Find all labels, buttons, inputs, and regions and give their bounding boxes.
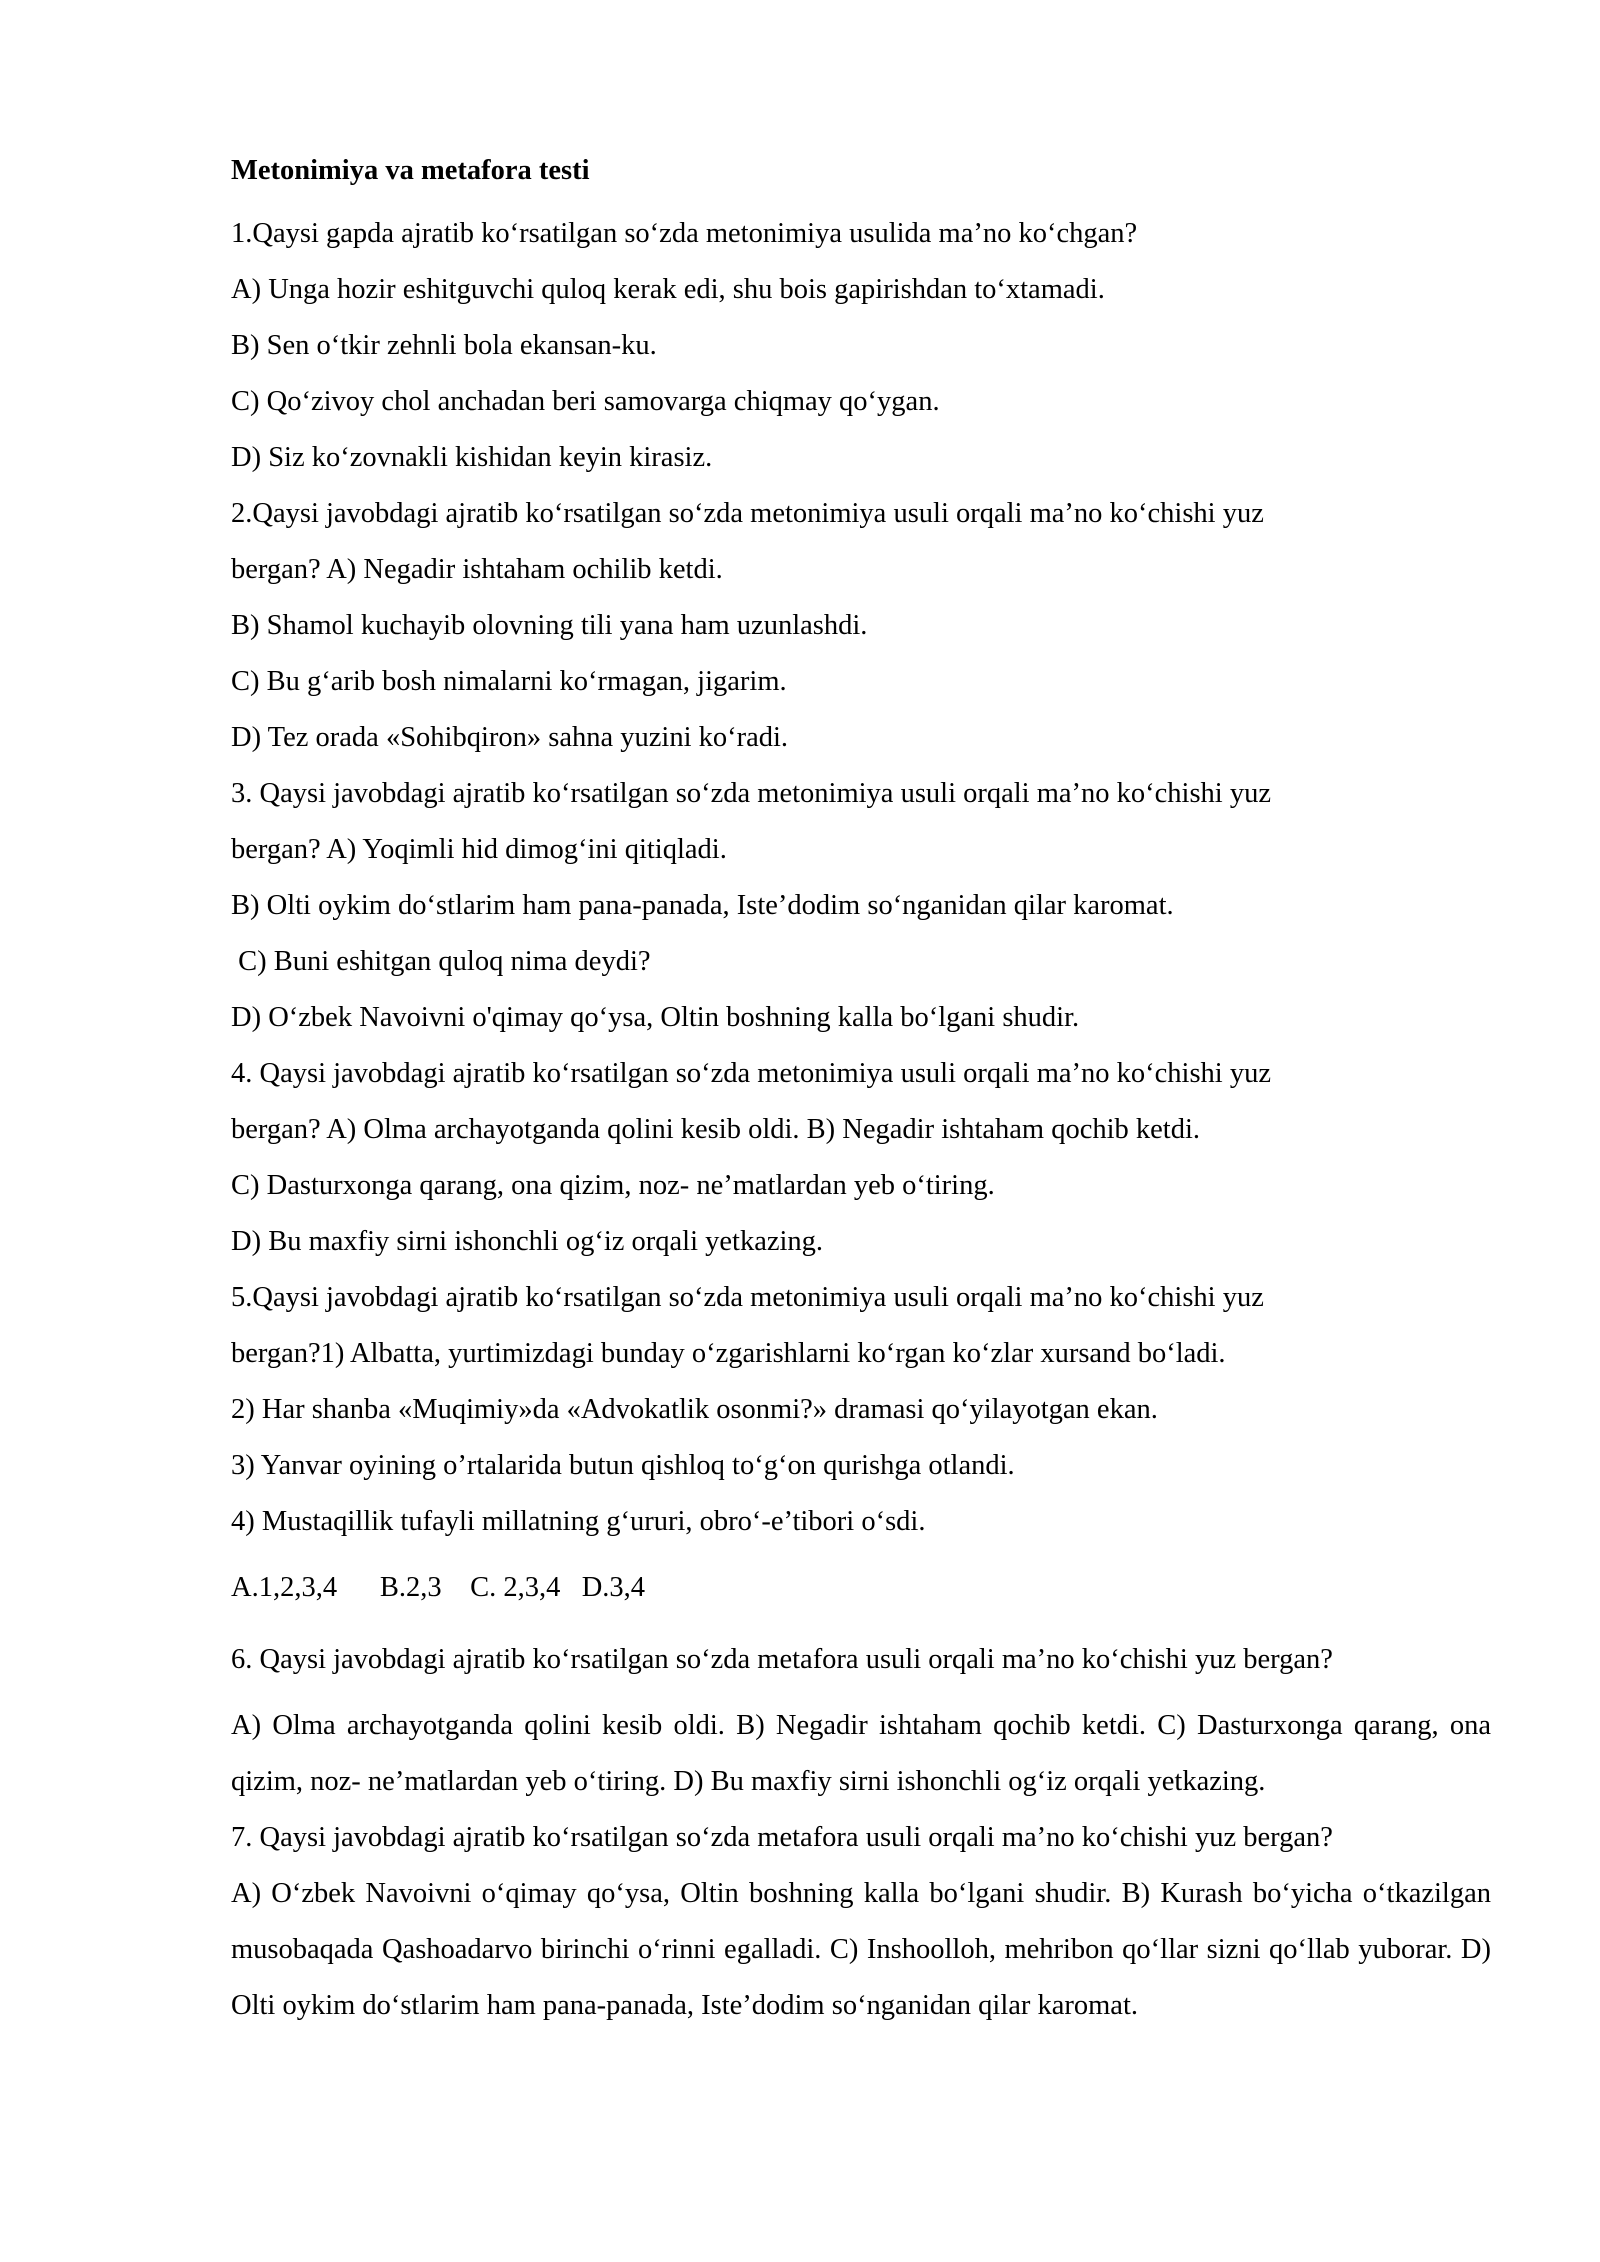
q7-options: A) O‘zbek Navoivni o‘qimay qo‘ysa, Oltin boshning kalla bo‘lgani shudir. B) Kurash bo‘yicha o‘tkazilgan musobaqada Qashoadarvo birinchi o‘rinni egalladi. C) Inshoolloh, mehribon qo‘llar sizni qo‘llab yuborar. D) Olti oykim do‘stlarim ham pana-panada, Iste’dodim so‘nganidan qilar karomat. [231, 1878, 1491, 2021]
q5-question: 5.Qaysi javobdagi ajratib ko‘rsatilgan so‘zda metonimiya usuli orqali ma’no ko‘chishi yuz [231, 1282, 1264, 1313]
q5-item-4: 4) Mustaqillik tufayli millatning g‘ururi, obro‘-e’tibori o‘sdi. [231, 1506, 926, 1537]
q2-option-c: C) Bu g‘arib bosh nimalarni ko‘rmagan, jigarim. [231, 666, 787, 697]
q1-question: 1.Qaysi gapda ajratib ko‘rsatilgan so‘zda metonimiya usulida ma’no ko‘chgan? [231, 218, 1138, 249]
q3-option-c: C) Buni eshitgan quloq nima deydi? [231, 946, 651, 977]
q2-question-cont: bergan? A) Negadir ishtaham ochilib ketdi. [231, 554, 723, 585]
q2-question: 2.Qaysi javobdagi ajratib ko‘rsatilgan so‘zda metonimiya usuli orqali ma’no ko‘chishi yuz [231, 498, 1264, 529]
q4-question-cont: bergan? A) Olma archayotganda qolini kesib oldi. B) Negadir ishtaham qochib ketdi. [231, 1114, 1201, 1145]
document-title: Metonimiya va metafora testi [231, 155, 590, 186]
q3-question: 3. Qaysi javobdagi ajratib ko‘rsatilgan so‘zda metonimiya usuli orqali ma’no ko‘chishi yuz [231, 778, 1271, 809]
q2-option-b: B) Shamol kuchayib olovning tili yana ham uzunlashdi. [231, 610, 868, 641]
q1-option-a: A) Unga hozir eshitguvchi quloq kerak edi, shu bois gapirishdan to‘xtamadi. [231, 274, 1105, 305]
q6-question: 6. Qaysi javobdagi ajratib ko‘rsatilgan so‘zda metafora usuli orqali ma’no ko‘chishi yuz bergan? [231, 1644, 1333, 1675]
q3-question-cont: bergan? A) Yoqimli hid dimog‘ini qitiqladi. [231, 834, 727, 865]
q2-option-d: D) Tez orada «Sohibqiron» sahna yuzini ko‘radi. [231, 722, 789, 753]
q4-question: 4. Qaysi javobdagi ajratib ko‘rsatilgan so‘zda metonimiya usuli orqali ma’no ko‘chishi yuz [231, 1058, 1271, 1089]
q7-question: 7. Qaysi javobdagi ajratib ko‘rsatilgan so‘zda metafora usuli orqali ma’no ko‘chishi yuz bergan? [231, 1822, 1333, 1853]
document-page [231, 150, 1491, 2034]
q5-answers: A.1,2,3,4 B.2,3 C. 2,3,4 D.3,4 [231, 1572, 646, 1603]
q5-item-2: 2) Har shanba «Muqimiy»da «Advokatlik osonmi?» dramasi qo‘yilayotgan ekan. [231, 1394, 1158, 1425]
q5-question-cont: bergan?1) Albatta, yurtimizdagi bunday o‘zgarishlarni ko‘rgan ko‘zlar xursand bo‘ladi. [231, 1338, 1226, 1369]
q4-option-c: C) Dasturxonga qarang, ona qizim, noz- ne’matlardan yeb o‘tiring. [231, 1170, 995, 1201]
q1-option-b: B) Sen o‘tkir zehnli bola ekansan-ku. [231, 330, 657, 361]
q1-option-c: C) Qo‘zivoy chol anchadan beri samovarga chiqmay qo‘ygan. [231, 386, 940, 417]
q4-option-d: D) Bu maxfiy sirni ishonchli og‘iz orqali yetkazing. [231, 1226, 824, 1257]
q6-options: A) Olma archayotganda qolini kesib oldi. B) Negadir ishtaham qochib ketdi. C) Dasturxonga qarang, ona qizim, noz- ne’matlardan yeb o‘tiring. D) Bu maxfiy sirni ishonchli og‘iz orqali yetkazing. [231, 1710, 1491, 1797]
q3-option-b: B) Olti oykim do‘stlarim ham pana-panada, Iste’dodim so‘nganidan qilar karomat. [231, 890, 1174, 921]
q5-item-3: 3) Yanvar oyining o’rtalarida butun qishloq to‘g‘on qurishga otlandi. [231, 1450, 1015, 1481]
q3-option-d: D) O‘zbek Navoivni o'qimay qo‘ysa, Oltin boshning kalla bo‘lgani shudir. [231, 1002, 1080, 1033]
q1-option-d: D) Siz ko‘zovnakli kishidan keyin kirasiz. [231, 442, 713, 473]
